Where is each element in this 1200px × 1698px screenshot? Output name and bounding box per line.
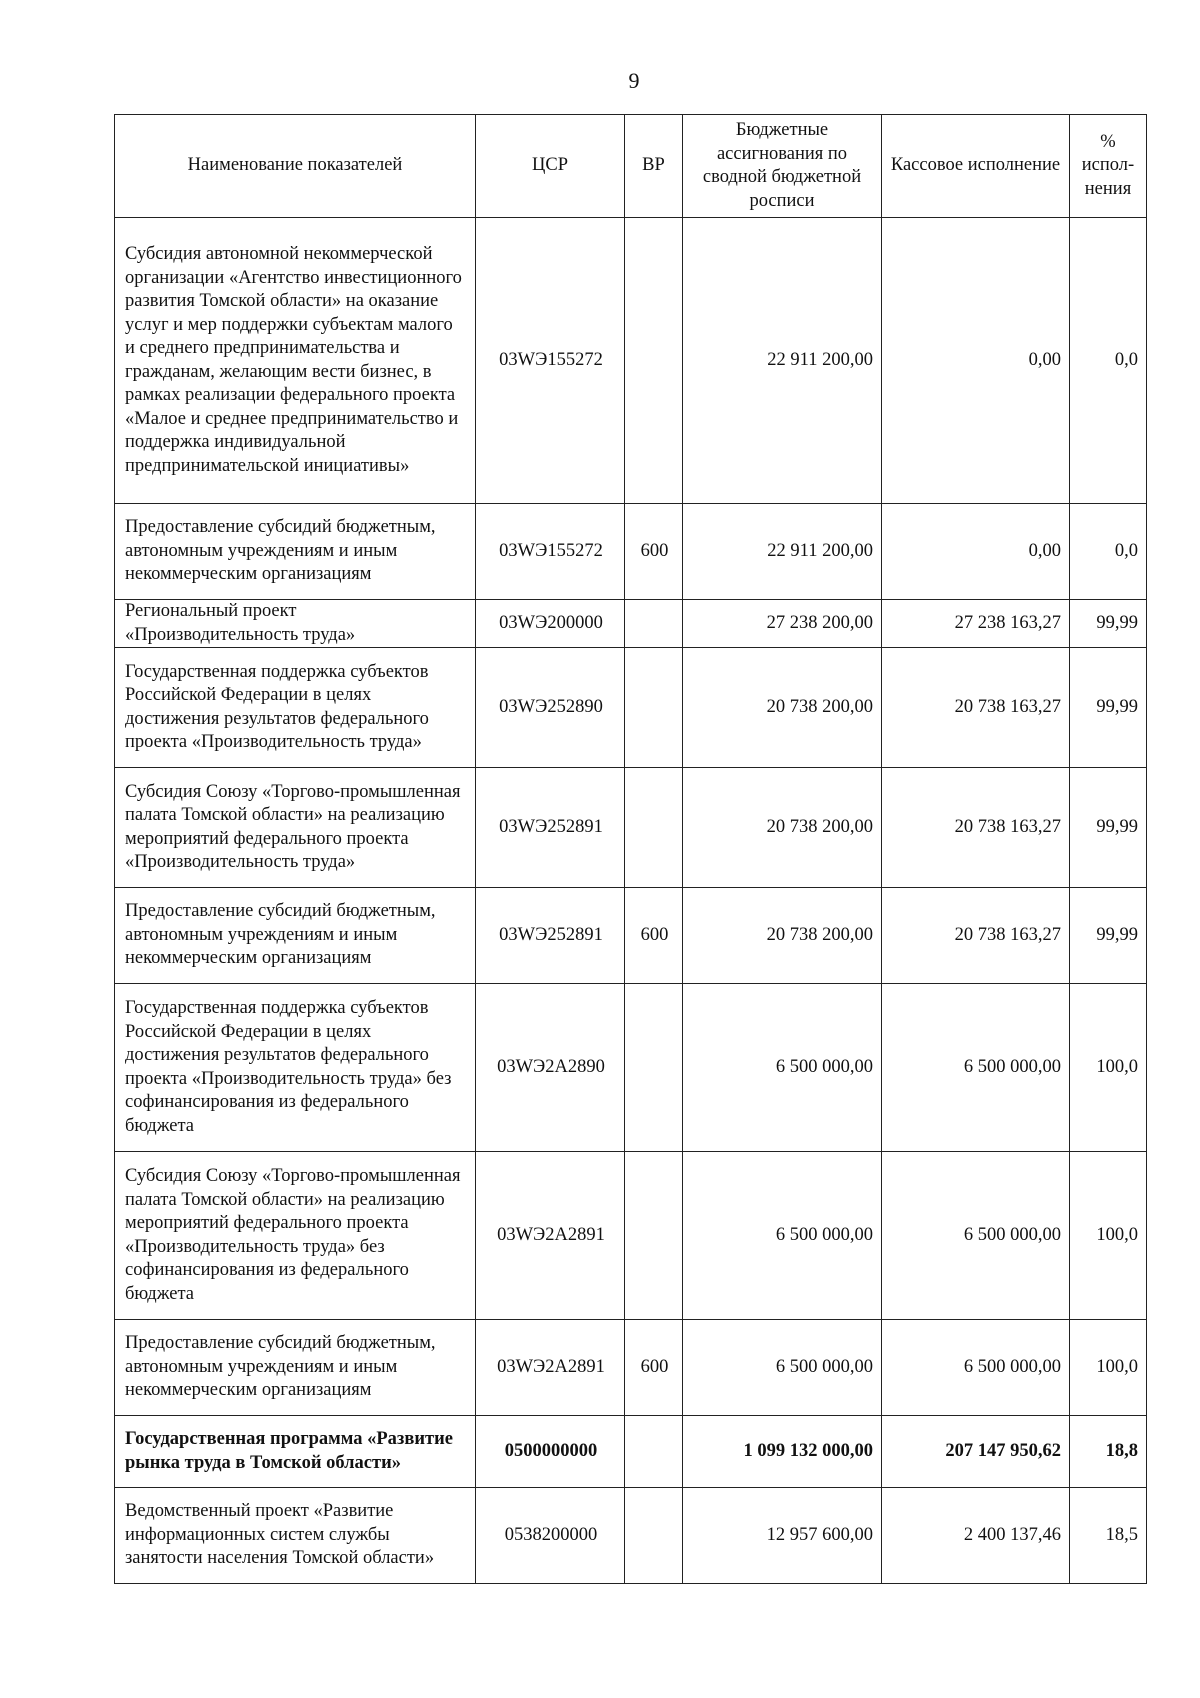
table-row	[115, 504, 1147, 600]
row-name-cell: Предоставление субсидий бюджетным, автономным учреждениям и иным некоммерческим организациям	[115, 504, 476, 600]
header-name: Наименование показателей	[115, 115, 476, 218]
row-csr-cell: 03WЭ155272	[476, 218, 625, 504]
table-body	[115, 218, 1147, 1584]
row-kassa-cell: 20 738 163,27	[882, 648, 1070, 768]
row-pct-cell: 100,0	[1070, 1320, 1147, 1416]
row-pct-cell: 0,0	[1070, 218, 1147, 504]
row-name-cell: Государственная программа «Развитие рынка труда в Томской области»	[115, 1416, 476, 1488]
row-vr-cell	[625, 218, 683, 504]
row-budget-cell: 1 099 132 000,00	[683, 1416, 882, 1488]
row-kassa-cell: 207 147 950,62	[882, 1416, 1070, 1488]
row-kassa-cell: 6 500 000,00	[882, 1152, 1070, 1320]
row-kassa-cell: 27 238 163,27	[882, 600, 1070, 648]
row-kassa-cell: 2 400 137,46	[882, 1488, 1070, 1584]
row-vr-cell: 600	[625, 1320, 683, 1416]
row-kassa-cell: 6 500 000,00	[882, 1320, 1070, 1416]
row-budget-cell: 20 738 200,00	[683, 648, 882, 768]
table-row	[115, 1416, 1147, 1488]
row-pct-cell: 99,99	[1070, 600, 1147, 648]
row-vr-cell	[625, 1488, 683, 1584]
header-csr: ЦСР	[476, 115, 625, 218]
row-vr-cell	[625, 768, 683, 888]
row-pct-cell: 99,99	[1070, 648, 1147, 768]
table-row	[115, 1488, 1147, 1584]
row-csr-cell: 0538200000	[476, 1488, 625, 1584]
row-budget-cell: 20 738 200,00	[683, 888, 882, 984]
budget-execution-table	[114, 114, 1147, 1584]
row-pct-cell: 100,0	[1070, 984, 1147, 1152]
row-kassa-cell: 20 738 163,27	[882, 888, 1070, 984]
row-budget-cell: 12 957 600,00	[683, 1488, 882, 1584]
row-budget-cell: 27 238 200,00	[683, 600, 882, 648]
row-csr-cell: 0500000000	[476, 1416, 625, 1488]
row-csr-cell: 03WЭ2А2890	[476, 984, 625, 1152]
row-csr-cell: 03WЭ2А2891	[476, 1152, 625, 1320]
table-row	[115, 600, 1147, 648]
row-name-cell: Государственная поддержка субъектов Российской Федерации в целях достижения результатов федерального проекта «Производительность труда» без софинансирования из федерального бюджета	[115, 984, 476, 1152]
row-pct-cell: 18,5	[1070, 1488, 1147, 1584]
header-budget: Бюджетные ассигнования по сводной бюджетной росписи	[683, 115, 882, 218]
row-csr-cell: 03WЭ252891	[476, 888, 625, 984]
row-pct-cell: 18,8	[1070, 1416, 1147, 1488]
row-kassa-cell: 0,00	[882, 504, 1070, 600]
row-budget-cell: 22 911 200,00	[683, 504, 882, 600]
table-row	[115, 888, 1147, 984]
row-name-cell: Предоставление субсидий бюджетным, автономным учреждениям и иным некоммерческим организациям	[115, 888, 476, 984]
row-csr-cell: 03WЭ155272	[476, 504, 625, 600]
row-csr-cell: 03WЭ2А2891	[476, 1320, 625, 1416]
row-name-cell: Региональный проект «Производительность труда»	[115, 600, 476, 648]
row-pct-cell: 100,0	[1070, 1152, 1147, 1320]
row-vr-cell	[625, 648, 683, 768]
row-kassa-cell: 20 738 163,27	[882, 768, 1070, 888]
row-vr-cell	[625, 1152, 683, 1320]
table-header	[115, 115, 1147, 218]
row-pct-cell: 99,99	[1070, 888, 1147, 984]
row-pct-cell: 0,0	[1070, 504, 1147, 600]
table-row	[115, 768, 1147, 888]
row-vr-cell	[625, 1416, 683, 1488]
row-budget-cell: 6 500 000,00	[683, 1320, 882, 1416]
row-name-cell: Субсидия автономной некоммерческой организации «Агентство инвестиционного развития Томской области» на оказание услуг и мер поддержки субъектам малого и среднего предпринимательства и гражданам, желающим вести бизнес, в рамках реализации федерального проекта «Малое и среднее предпринимательство и поддержка индивидуальной предпринимательской инициативы»	[115, 218, 476, 504]
row-budget-cell: 22 911 200,00	[683, 218, 882, 504]
row-kassa-cell: 0,00	[882, 218, 1070, 504]
table-row	[115, 648, 1147, 768]
row-name-cell: Субсидия Союзу «Торгово-промышленная палата Томской области» на реализацию мероприятий федерального проекта «Производительность труда» без софинансирования из федерального бюджета	[115, 1152, 476, 1320]
header-pct: % испол-нения	[1070, 115, 1147, 218]
row-name-cell: Субсидия Союзу «Торгово-промышленная палата Томской области» на реализацию мероприятий федерального проекта «Производительность труда»	[115, 768, 476, 888]
row-budget-cell: 20 738 200,00	[683, 768, 882, 888]
row-vr-cell: 600	[625, 888, 683, 984]
row-name-cell: Ведомственный проект «Развитие информационных систем службы занятости населения Томской области»	[115, 1488, 476, 1584]
row-pct-cell: 99,99	[1070, 768, 1147, 888]
row-vr-cell	[625, 984, 683, 1152]
row-name-cell: Предоставление субсидий бюджетным, автономным учреждениям и иным некоммерческим организациям	[115, 1320, 476, 1416]
row-budget-cell: 6 500 000,00	[683, 984, 882, 1152]
table-row	[115, 218, 1147, 504]
row-kassa-cell: 6 500 000,00	[882, 984, 1070, 1152]
header-kassa: Кассовое исполнение	[882, 115, 1070, 218]
table-row	[115, 984, 1147, 1152]
header-vr: ВР	[625, 115, 683, 218]
row-budget-cell: 6 500 000,00	[683, 1152, 882, 1320]
row-name-cell: Государственная поддержка субъектов Российской Федерации в целях достижения результатов федерального проекта «Производительность труда»	[115, 648, 476, 768]
row-csr-cell: 03WЭ200000	[476, 600, 625, 648]
row-vr-cell: 600	[625, 504, 683, 600]
page-number: 9	[628, 68, 640, 93]
row-csr-cell: 03WЭ252890	[476, 648, 625, 768]
table-row	[115, 1152, 1147, 1320]
row-vr-cell	[625, 600, 683, 648]
table-row	[115, 1320, 1147, 1416]
row-csr-cell: 03WЭ252891	[476, 768, 625, 888]
